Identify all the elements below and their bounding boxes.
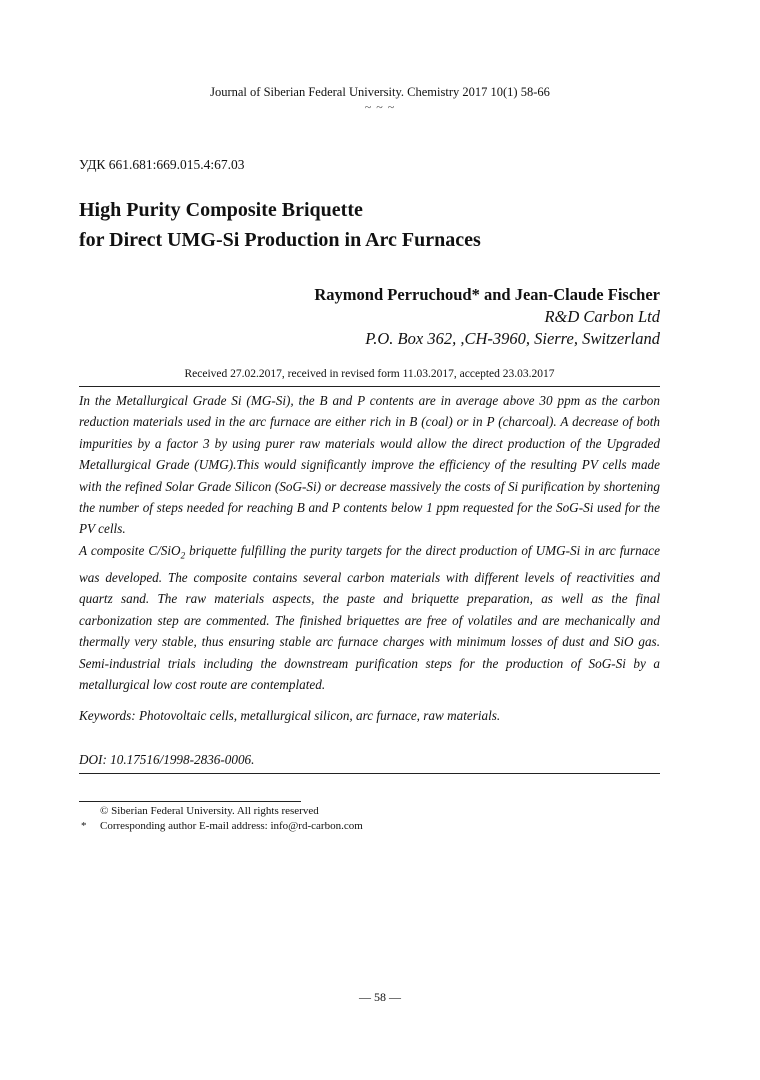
abstract-paragraph-1: In the Metallurgical Grade Si (MG-Si), the B and P contents are in average above 30 ppm as the carbon reduction materials used in the arc furnace are either rich in B (coal) or in P (charcoal). A decrease of both impurities by a factor 3 by using purer raw materials would allow the direct production of the Upgraded Metallurgical Grade (UMG).This would significantly improve the efficiency of the resulting PV cells made with the refined Solar Grade Silicon (SoG-Si) or decrease massively the costs of Si purification by shortening the number of steps needed for reaching B and P contents below 1 ppm requested for the SoG-Si used for the PV cells. [79, 393, 660, 537]
abstract-top-rule [79, 386, 660, 387]
keywords: Keywords: Photovoltaic cells, metallurgical silicon, arc furnace, raw materials. [79, 708, 501, 723]
udk-code: УДК 661.681:669.015.4:67.03 [79, 157, 245, 172]
abstract-p2-subscript: 2 [180, 550, 186, 561]
affiliation-line-2: P.O. Box 362, ,CH-3960, Sierre, Switzerland [365, 329, 660, 348]
footnote-rule [79, 801, 301, 802]
corresponding-author-footnote: Corresponding author E-mail address: info@rd-carbon.com [100, 820, 363, 832]
page-number: — 58 — [359, 990, 401, 1004]
footnote-asterisk: * [81, 820, 87, 832]
author-names: Raymond Perruchoud* and Jean-Claude Fischer [314, 285, 660, 304]
title-line-2: for Direct UMG-Si Production in Arc Furnaces [79, 229, 481, 251]
abstract-p2-rest: briquette fulfilling the purity targets for the direct production of UMG-Si in arc furnace was developed. The composite contains several carbon materials with different levels of reactivities and quartz sand. The raw materials aspects, the paste and briquette preparation, as well as the final carbonization step are commented. The finished briquettes are free of volatiles and are mechanically and thermally very stable, thus ensuring stable arc furnace charges with minimum losses of dust and SiO gas. Semi-industrial trials including the downstream purification steps for the production of SoG-Si by a metallurgical low cost route are contemplated. [79, 542, 660, 692]
copyright-footnote: © Siberian Federal University. All rights reserved [100, 805, 319, 817]
abstract [79, 390, 660, 695]
doi: DOI: 10.17516/1998-2836-0006. [79, 752, 255, 767]
abstract-bottom-rule [79, 773, 660, 774]
received-dates: Received 27.02.2017, received in revised form 11.03.2017, accepted 23.03.2017 [184, 368, 555, 380]
affiliation-line-1: R&D Carbon Ltd [544, 307, 660, 326]
abstract-p2-start: A composite C/SiO [79, 542, 181, 558]
journal-header: Journal of Siberian Federal University. Chemistry 2017 10(1) 58-66 [210, 85, 550, 99]
paper-title [79, 195, 481, 255]
title-line-1: High Purity Composite Briquette [79, 199, 363, 221]
abstract-paragraph-2 [79, 540, 660, 695]
header-separator: ~ ~ ~ [364, 100, 396, 114]
